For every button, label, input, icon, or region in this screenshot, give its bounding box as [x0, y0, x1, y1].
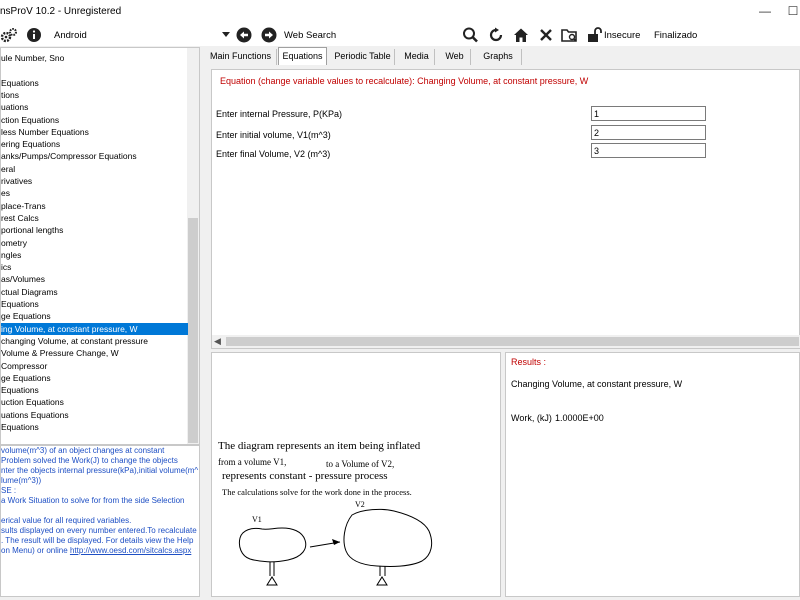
tree-item[interactable]: ule Number, Sno: [1, 53, 65, 63]
equation-panel: [211, 69, 800, 349]
description-line: [1, 486, 16, 496]
description-line: [1, 496, 185, 506]
tree-item[interactable]: rivatives: [1, 176, 33, 186]
web-search-button[interactable]: Web Search: [284, 30, 337, 41]
refresh-icon[interactable]: [488, 27, 504, 43]
tree-item[interactable]: uations: [1, 102, 29, 113]
results-panel: [505, 352, 800, 597]
diagram-panel: [211, 352, 501, 597]
tree-item[interactable]: Compressor: [1, 360, 48, 371]
tree-item[interactable]: rest Calcs: [1, 212, 39, 223]
tree-item[interactable]: eral: [1, 163, 16, 174]
diagram-line4: The calculations solve for the work done in the process.: [222, 487, 412, 497]
description-line: [1, 476, 41, 486]
tree-item[interactable]: ics: [1, 262, 12, 273]
tree-item[interactable]: Equations: [1, 422, 39, 432]
platform-label[interactable]: Android: [54, 30, 87, 41]
tree-scrollbar-thumb[interactable]: [188, 218, 198, 443]
forward-arrow-icon[interactable]: [261, 27, 277, 43]
results-title: Results :: [511, 357, 547, 367]
tree-item[interactable]: ing Volume, at constant pressure, W: [1, 323, 188, 335]
window-title: nsProV 10.2 - Unregistered: [0, 6, 122, 17]
tree-item[interactable]: ction Equations: [1, 114, 60, 125]
tree-item[interactable]: ctual Diagrams: [1, 286, 58, 297]
home-icon[interactable]: [513, 27, 529, 43]
maximize-button[interactable]: ☐: [787, 4, 799, 18]
tree-item[interactable]: anks/Pumps/Compressor Equations: [1, 151, 137, 162]
description-text: lume(m^3)): [1, 476, 42, 485]
results-equation-name: Changing Volume, at constant pressure, W: [511, 379, 683, 389]
tab-web[interactable]: Web: [439, 49, 471, 65]
tab-bar: [205, 47, 800, 65]
tree-scrollbar[interactable]: [187, 48, 199, 444]
tree-item[interactable]: ge Equations: [1, 372, 51, 383]
description-line: [1, 466, 198, 476]
insecure-label: Insecure: [604, 30, 641, 41]
folder-search-icon[interactable]: [561, 27, 579, 43]
tree-item[interactable]: Equations: [1, 77, 39, 88]
diagram-line3: represents constant - pressure process: [222, 470, 388, 482]
tab-graphs[interactable]: Graphs: [475, 49, 522, 65]
description-panel: [0, 445, 200, 597]
toolbar: [0, 24, 800, 46]
tab-equations[interactable]: Equations: [278, 47, 327, 65]
search-icon[interactable]: [462, 27, 480, 43]
tree-item[interactable]: ometry: [1, 237, 27, 248]
tree-item[interactable]: changing Volume, at constant pressure: [1, 335, 148, 346]
tree-item[interactable]: less Number Equations: [1, 126, 89, 137]
tree-item[interactable]: ge Equations: [1, 311, 51, 322]
pressure-label: Enter internal Pressure, P(KPa): [216, 109, 343, 119]
finalizado-label: Finalizado: [654, 30, 698, 41]
v2-label: V2: [355, 500, 365, 509]
diagram-line1: The diagram represents an item being inflated: [218, 440, 421, 452]
tree-item[interactable]: portional lengths: [1, 225, 64, 236]
description-text: SE :: [1, 486, 17, 495]
tree-item[interactable]: tions: [1, 89, 19, 100]
equation-tree[interactable]: [0, 47, 200, 445]
unlock-icon[interactable]: [586, 27, 602, 43]
description-text: . The result will be displayed. For details view the Help: [1, 536, 194, 545]
tree-item[interactable]: ngles: [1, 249, 22, 260]
final-volume-input[interactable]: [591, 143, 706, 158]
description-line: [1, 526, 197, 536]
description-line: [1, 456, 178, 466]
work-label: Work, (kJ): [511, 413, 552, 423]
equation-hscrollbar-thumb[interactable]: [226, 337, 799, 346]
work-value: 1.0000E+00: [555, 413, 604, 423]
scroll-left-icon[interactable]: ◀: [214, 336, 221, 346]
tree-item[interactable]: [1, 64, 188, 76]
description-text: a Work Situation to solve for from the side Selection: [1, 496, 185, 505]
description-text: Problem solved the Work(J) to change the objects: [1, 456, 178, 465]
tree-item[interactable]: Volume & Pressure Change, W: [1, 348, 119, 359]
tree-item[interactable]: Equations: [1, 299, 39, 309]
title-bar: [0, 0, 800, 24]
description-text: on Menu) or online: [1, 546, 70, 555]
tab-periodic-table[interactable]: Periodic Table: [331, 49, 395, 65]
inflation-diagram: [212, 503, 502, 593]
dropdown-arrow-icon[interactable]: [220, 27, 232, 43]
description-line: [1, 546, 191, 556]
pressure-input[interactable]: [591, 106, 706, 121]
minimize-button[interactable]: —: [759, 4, 771, 18]
tab-media[interactable]: Media: [399, 49, 435, 65]
close-icon[interactable]: [539, 27, 553, 43]
tree-item[interactable]: uction Equations: [1, 397, 64, 408]
description-text: volume(m^3) of an object changes at constant: [1, 446, 165, 455]
diagram-line2b: to a Volume of V2,: [326, 459, 395, 469]
tree-item[interactable]: ering Equations: [1, 139, 61, 150]
description-text: erical value for all required variables.: [1, 516, 132, 525]
equation-header: Equation (change variable values to recalculate): Changing Volume, at constant pressure, W: [220, 76, 589, 86]
final-volume-label: Enter final Volume, V2 (m^3): [216, 149, 331, 159]
settings-gears-icon[interactable]: [0, 27, 18, 43]
description-line: [1, 446, 164, 456]
equation-hscrollbar[interactable]: [212, 335, 800, 348]
description-line: [1, 516, 131, 526]
description-text: sults displayed on every number entered.To recalculate: [1, 526, 197, 535]
diagram-line2a: from a volume V1,: [218, 457, 287, 467]
tree-item[interactable]: as/Volumes: [1, 274, 45, 285]
description-text: nter the objects internal pressure(kPa),initial volume(m^: [1, 466, 199, 475]
description-line: [1, 536, 193, 546]
tab-main-functions[interactable]: Main Functions: [205, 49, 277, 65]
sidebar: [0, 47, 205, 597]
v1-label: V1: [252, 515, 262, 524]
initial-volume-input[interactable]: [591, 125, 706, 140]
back-arrow-icon[interactable]: [236, 27, 252, 43]
tree-item[interactable]: uations Equations: [1, 409, 69, 420]
help-link[interactable]: http://www.oesd.com/sitcalcs.aspx: [69, 546, 192, 555]
tree-item[interactable]: place-Trans: [1, 200, 46, 211]
info-icon[interactable]: [26, 27, 42, 43]
initial-volume-label: Enter initial volume, V1(m^3): [216, 130, 331, 140]
tree-item[interactable]: Equations: [1, 385, 39, 396]
tree-item[interactable]: es: [1, 188, 10, 199]
